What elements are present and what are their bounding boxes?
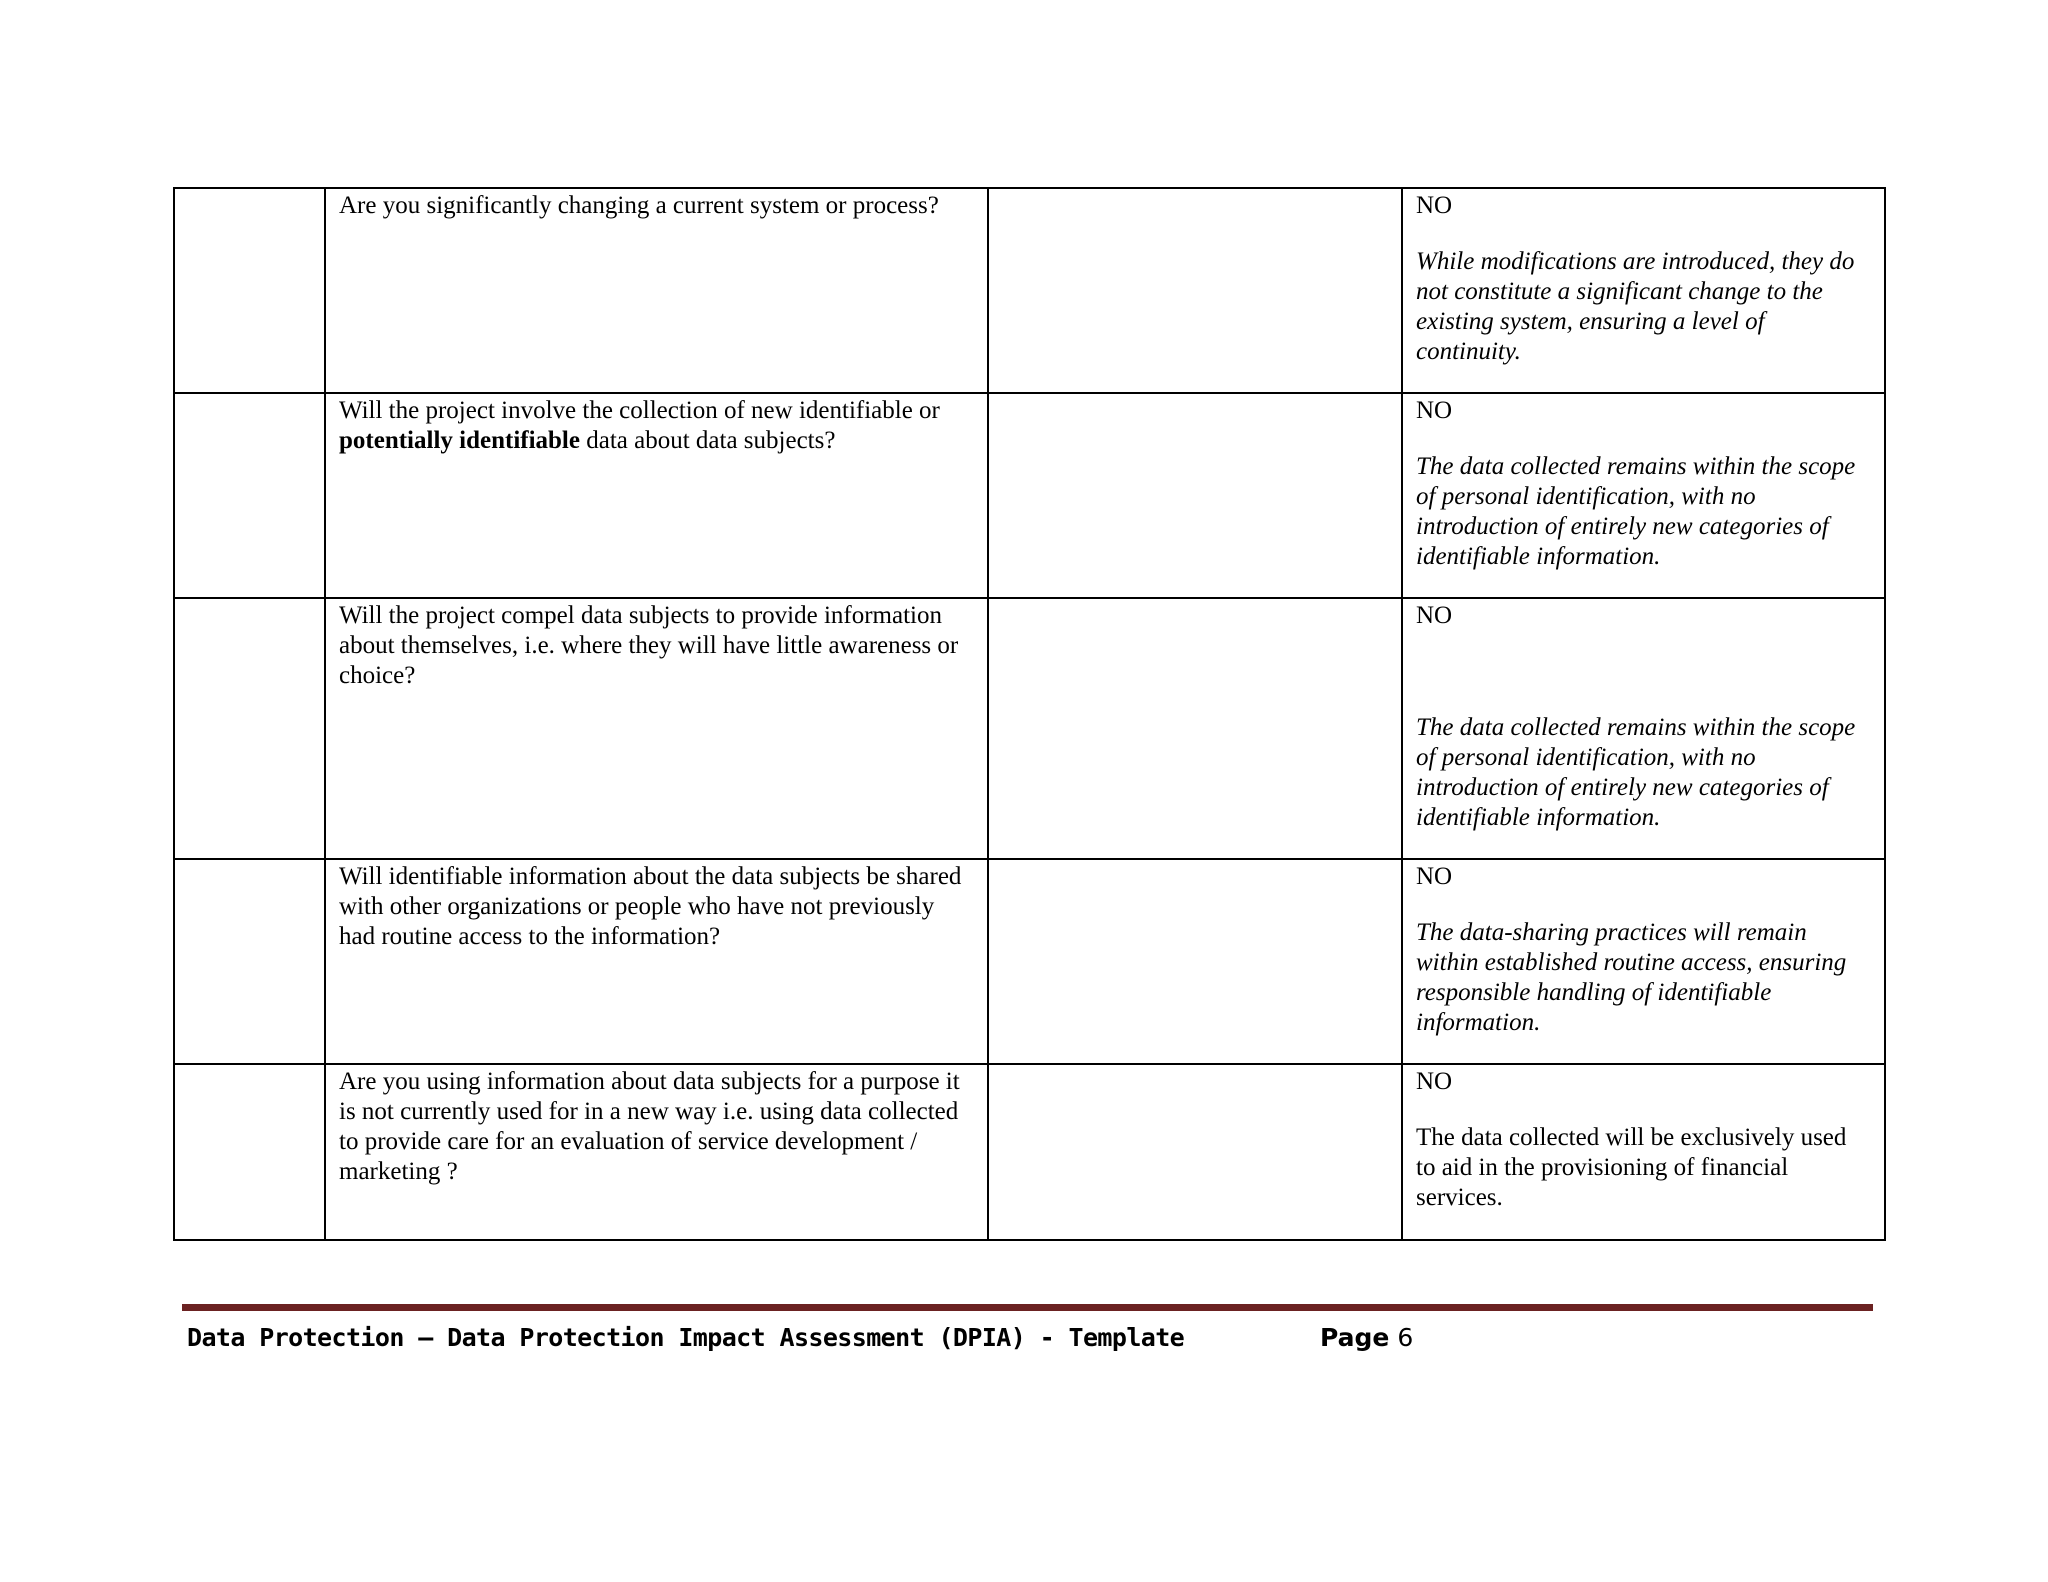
row-number-cell xyxy=(174,1064,325,1240)
answer-explanation: The data collected remains within the scope of personal identification, with no introduction of entirely new categories of identifiable information. xyxy=(1416,714,1856,831)
answer-cell xyxy=(1402,598,1885,859)
table-row xyxy=(174,1064,1885,1240)
question-cell: Are you significantly changing a current system or process? xyxy=(325,188,988,393)
notes-cell xyxy=(988,188,1402,393)
table-row xyxy=(174,598,1885,859)
answer-value: NO xyxy=(1416,1068,1453,1095)
answer-explanation: The data collected remains within the scope of personal identification, with no introduction of entirely new categories of identifiable information. xyxy=(1416,453,1856,570)
answer-value: NO xyxy=(1416,602,1453,629)
question-text: Will the project involve the collection of new identifiable or xyxy=(339,397,940,424)
footer-divider xyxy=(182,1304,1873,1311)
answer-value: NO xyxy=(1416,863,1453,890)
table-row xyxy=(174,393,1885,598)
question-cell: Will identifiable information about the data subjects be shared with other organizations or people who have not previously had routine access to the information? xyxy=(325,859,988,1064)
page-label: Page xyxy=(1320,1323,1390,1352)
row-number-cell xyxy=(174,859,325,1064)
row-number-cell xyxy=(174,393,325,598)
answer-cell xyxy=(1402,188,1885,393)
answer-cell xyxy=(1402,859,1885,1064)
answer-explanation: The data-sharing practices will remain within established routine access, ensuring responsible handling of identifiable information. xyxy=(1416,919,1847,1036)
answer-value: NO xyxy=(1416,192,1453,219)
question-text: data about data subjects? xyxy=(586,427,836,454)
answer-value: NO xyxy=(1416,397,1453,424)
notes-cell xyxy=(988,1064,1402,1240)
notes-cell xyxy=(988,859,1402,1064)
answer-cell xyxy=(1402,1064,1885,1240)
page-number: 6 xyxy=(1397,1323,1414,1352)
question-cell: Will the project compel data subjects to provide information about themselves, i.e. where they will have little awareness or choice? xyxy=(325,598,988,859)
notes-cell xyxy=(988,598,1402,859)
answer-explanation: The data collected will be exclusively used to aid in the provisioning of financial services. xyxy=(1416,1124,1847,1211)
question-cell xyxy=(325,393,988,598)
row-number-cell xyxy=(174,188,325,393)
question-cell: Are you using information about data subjects for a purpose it is not currently used for in a new way i.e. using data collected to provide care for an evaluation of service development / marketing ? xyxy=(325,1064,988,1240)
answer-cell xyxy=(1402,393,1885,598)
footer-title: Data Protection – Data Protection Impact Assessment (DPIA) - Template xyxy=(187,1323,1185,1352)
answer-explanation: While modifications are introduced, they do not constitute a significant change to the existing system, ensuring a level of continuity. xyxy=(1416,248,1855,365)
question-emphasis: potentially identifiable xyxy=(339,427,580,454)
row-number-cell xyxy=(174,598,325,859)
notes-cell xyxy=(988,393,1402,598)
table-row xyxy=(174,859,1885,1064)
table-row xyxy=(174,188,1885,393)
dpia-screening-table xyxy=(173,187,1886,1241)
footer-page-number xyxy=(1320,1323,1413,1352)
